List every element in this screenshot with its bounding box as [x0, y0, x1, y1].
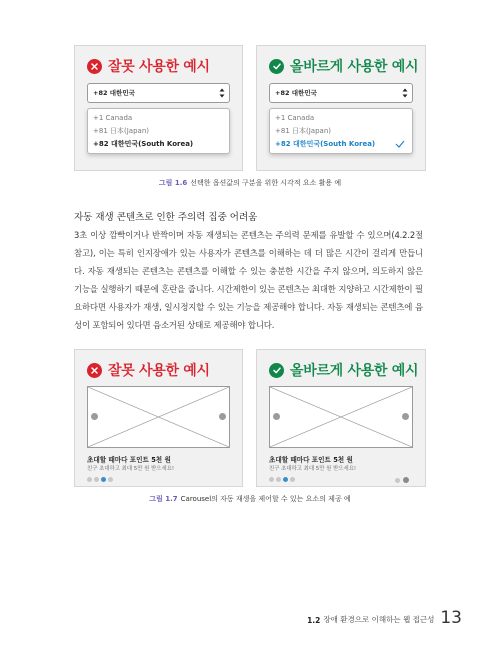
page-dot[interactable]: [87, 477, 92, 482]
figure-1-7-caption: [0, 494, 500, 504]
x-circle-icon: [87, 363, 102, 378]
select-value: +82 대한민국: [275, 89, 317, 97]
bad-example-heading: [87, 56, 210, 76]
page-dot[interactable]: [269, 477, 274, 482]
good-example-heading-text: 올바르게 사용한 예시: [290, 59, 419, 75]
carousel-controls: [395, 477, 409, 483]
option-japan[interactable]: +81 日本(Japan): [275, 127, 331, 135]
promo-subtitle: 친구 초대하고 최대 5만 원 받으세요!: [87, 466, 175, 472]
footer-chapter-title: 장애 환경으로 이해하는 웹 접근성: [323, 615, 435, 624]
image-placeholder: [88, 387, 229, 447]
check-circle-icon: [269, 363, 284, 378]
figure-number: 그림 1.7: [149, 495, 178, 503]
page-dot[interactable]: [108, 477, 113, 482]
page-footer: [307, 610, 462, 627]
body-paragraph: 3초 이상 깜빡이거나 반짝이며 자동 재생되는 콘텐츠는 주의력 문제를 유발할 수 있으며(4.2.2절 참고), 이는 특히 인지장애가 있는 사용자가 콘텐츠를 이해하는 데 더 많은 시간이 걸리게 만듭니다. 자동 재생되는 콘텐츠는 콘텐츠를 이해할 수 있는 충분한 시간을 주지 않으며, 의도하지 않은 기능을 실행하기 때문에 혼란을 줍니다. 시간제한이 있는 콘텐츠는 최대한 지양하고 시간제한이 필요하다면 사용자가 재생, 일시정지할 수 있는 기능을 제공해야 합니다. 자동 재생되는 콘텐츠에 음성이 포함되어 있다면 음소거된 상태로 제공해야 합니다.: [74, 230, 423, 330]
good-example-heading: [269, 360, 418, 380]
select-arrows-icon: [219, 87, 225, 99]
select-arrows-icon: [402, 87, 408, 99]
arrow-right-icon[interactable]: [402, 413, 409, 420]
good-example-select-panel: [256, 45, 426, 171]
promo-title: 초대할 때마다 포인트 5천 원: [269, 456, 353, 464]
image-placeholder: [270, 387, 412, 447]
country-code-listbox: [269, 108, 413, 154]
arrow-left-icon[interactable]: [273, 413, 280, 420]
footer-section-number: 1.2: [307, 616, 321, 625]
good-example-heading-text: 올바르게 사용한 예시: [290, 363, 419, 379]
page-dot[interactable]: [290, 477, 295, 482]
option-canada[interactable]: +1 Canada: [93, 114, 133, 122]
bad-example-select-panel: [74, 45, 243, 171]
bad-example-heading-text: 잘못 사용한 예시: [108, 363, 210, 379]
good-example-heading: [269, 56, 418, 76]
x-circle-icon: [87, 59, 102, 74]
country-code-select[interactable]: [87, 83, 230, 103]
pause-icon[interactable]: [403, 477, 409, 483]
select-value: +82 대한민국: [93, 89, 135, 97]
checkmark-icon: [395, 140, 405, 148]
option-japan[interactable]: +81 日本(Japan): [93, 127, 149, 135]
page-number: 13: [440, 608, 462, 628]
arrow-right-icon[interactable]: [219, 413, 226, 420]
carousel-pagination: [87, 477, 115, 482]
figure-1-6-caption: [0, 178, 500, 188]
page-dot-active[interactable]: [101, 477, 106, 482]
option-south-korea[interactable]: +82 대한민국(South Korea): [93, 140, 194, 148]
page-dot[interactable]: [94, 477, 99, 482]
promo-title: 초대할 때마다 포인트 5천 원: [87, 456, 171, 464]
check-circle-icon: [269, 59, 284, 74]
page-dot[interactable]: [395, 478, 400, 483]
carousel-pagination: [269, 477, 297, 482]
promo-subtitle: 친구 초대하고 최대 5만 원 받으세요!: [269, 466, 357, 472]
section-title: 자동 재생 콘텐츠로 인한 주의력 집중 어려움: [74, 212, 258, 223]
figure-caption-text: 선택한 옵션값의 구분을 위한 시각적 요소 활용 예: [190, 179, 342, 187]
bad-example-carousel-panel: [74, 349, 243, 487]
carousel-slide: [87, 386, 230, 448]
good-example-carousel-panel: [256, 349, 426, 487]
page-dot[interactable]: [276, 477, 281, 482]
country-code-listbox: [87, 108, 230, 154]
bad-example-heading: [87, 360, 210, 380]
country-code-select[interactable]: [269, 83, 413, 103]
figure-number: 그림 1.6: [158, 179, 188, 187]
option-south-korea[interactable]: [275, 138, 407, 151]
arrow-left-icon[interactable]: [91, 413, 98, 420]
option-canada[interactable]: +1 Canada: [275, 114, 315, 122]
option-south-korea-label: +82 대한민국(South Korea): [275, 140, 376, 148]
carousel-slide: [269, 386, 413, 448]
bad-example-heading-text: 잘못 사용한 예시: [108, 59, 210, 75]
page-dot-active[interactable]: [283, 477, 288, 482]
figure-caption-text: Carousel의 자동 재생을 제어할 수 있는 요소의 제공 예: [180, 495, 351, 503]
